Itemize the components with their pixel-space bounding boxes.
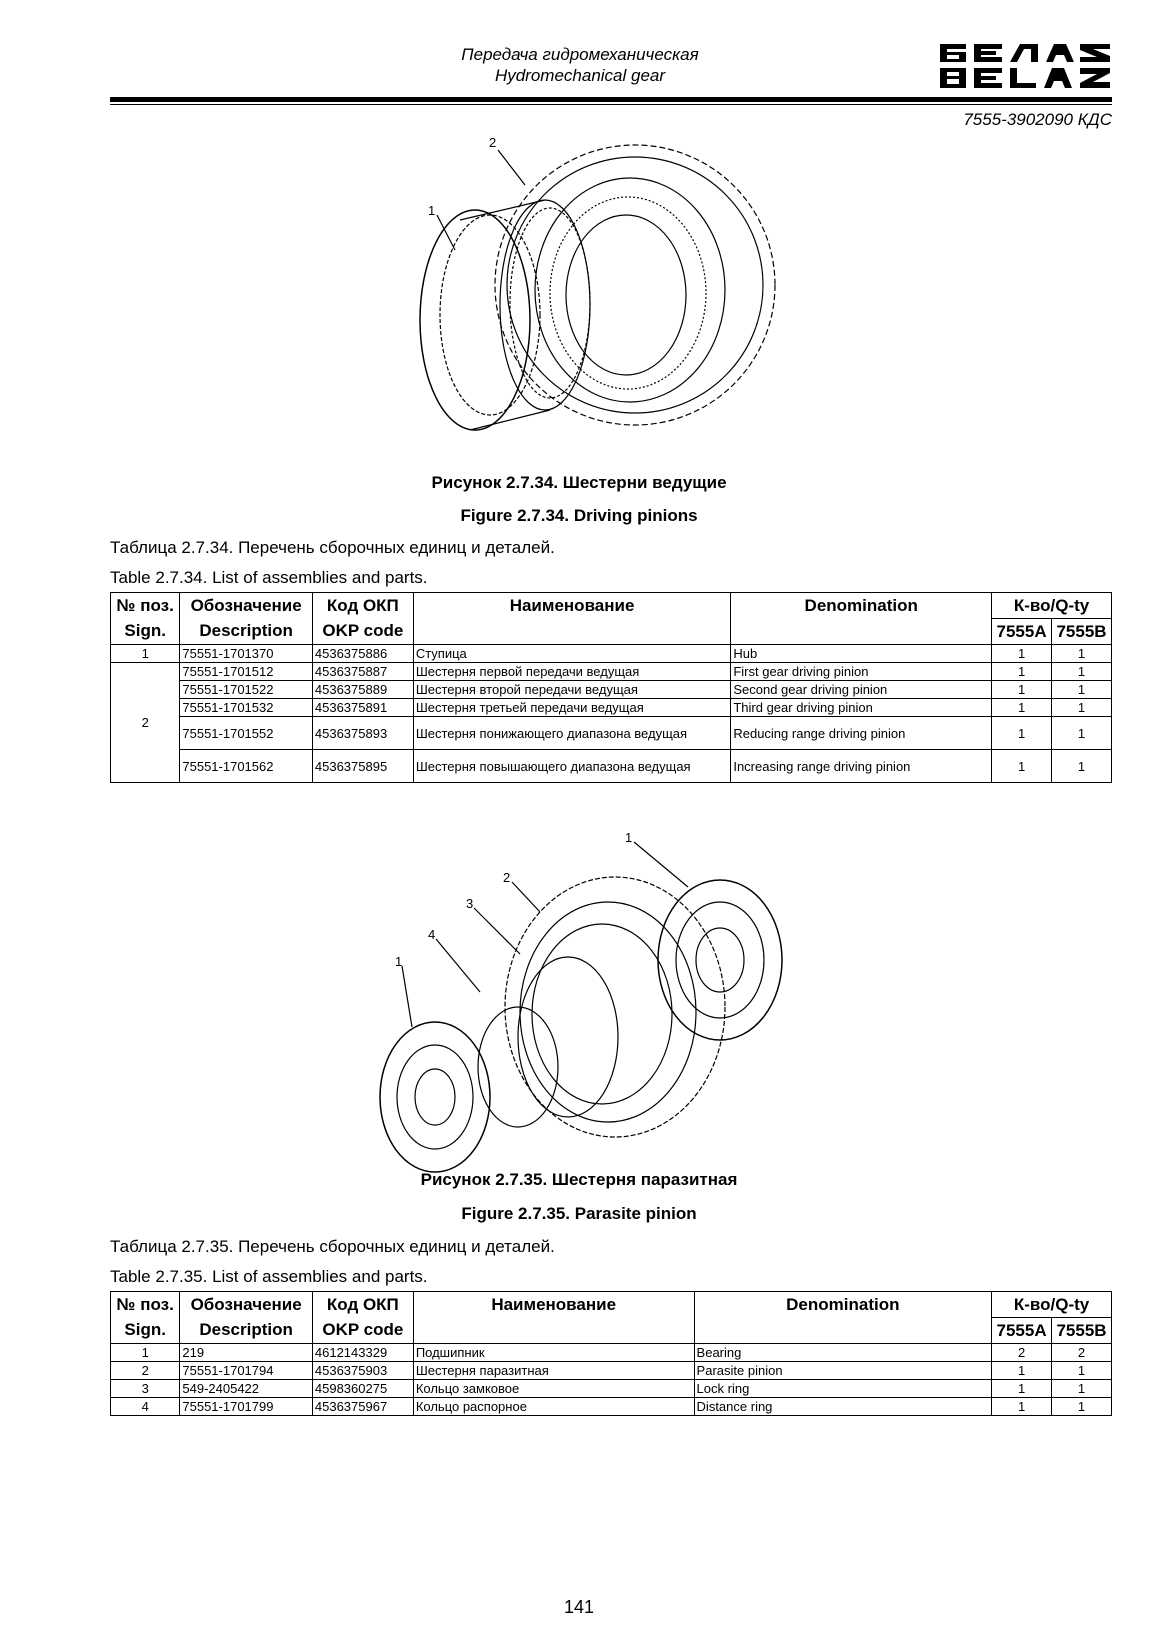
table-row: 75551-1701562 4536375895 Шестерня повышающего диапазона ведущая Increasing range driving pinion 1 1	[111, 750, 1112, 783]
th-pos-ru: № поз.	[111, 593, 180, 619]
th-qty-b: 7555B	[1052, 1318, 1112, 1344]
th-pos-ru: № поз.	[111, 1292, 180, 1318]
figure1-label-2: 2	[489, 135, 497, 150]
figure2-label-4: 4	[428, 927, 436, 942]
table-row: 2 75551-1701512 4536375887 Шестерня первой передачи ведущая First gear driving pinion 1 1	[111, 663, 1112, 681]
header-rule	[110, 97, 1112, 102]
th-qty-a: 7555A	[992, 1318, 1052, 1344]
th-okp-ru: Код ОКП	[312, 593, 413, 619]
figure1-caption-ru: Рисунок 2.7.34. Шестерни ведущие	[431, 473, 727, 492]
table-row: 1 219 4612143329 Подшипник Bearing 2 2	[111, 1344, 1112, 1362]
figure2-label-1-left: 1	[395, 954, 403, 969]
table2-caption-en: Table 2.7.35. List of assemblies and parts.	[110, 1267, 428, 1286]
th-qty-a: 7555A	[992, 619, 1052, 645]
parts-table-1	[110, 592, 1112, 783]
th-okp-en: OKP code	[312, 619, 413, 645]
th-qty: К-во/Q-ty	[992, 1292, 1112, 1318]
header-rule-thin	[110, 104, 1112, 105]
table-row: 2 75551-1701794 4536375903 Шестерня паразитная Parasite pinion 1 1	[111, 1362, 1112, 1380]
th-pos-en: Sign.	[111, 619, 180, 645]
parasite-pinion-figure	[370, 830, 790, 1192]
belaz-logo	[940, 44, 1112, 88]
th-okp-en: OKP code	[312, 1318, 413, 1344]
figure2-label-1-right: 1	[625, 830, 633, 845]
page-number: 141	[563, 1597, 595, 1617]
figure2-caption-ru: Рисунок 2.7.35. Шестерня паразитная	[420, 1170, 738, 1189]
header-title-ru: Передача гидромеханическая	[461, 45, 699, 64]
table-row: 75551-1701552 4536375893 Шестерня понижающего диапазона ведущая Reducing range driving pinion 1 1	[111, 717, 1112, 750]
header-title	[380, 44, 780, 86]
th-name-ru: Наименование	[413, 1292, 694, 1318]
th-pos-en: Sign.	[111, 1318, 180, 1344]
th-name-ru: Наименование	[413, 593, 731, 619]
table-row: 4 75551-1701799 4536375967 Кольцо распорное Distance ring 1 1	[111, 1398, 1112, 1416]
th-desig-en: Description	[180, 619, 312, 645]
figure2-label-2: 2	[503, 870, 511, 885]
figure2-caption-en: Figure 2.7.35. Parasite pinion	[461, 1204, 697, 1223]
table1-caption-ru: Таблица 2.7.34. Перечень сборочных единиц и деталей.	[110, 538, 555, 557]
doc-number: 7555-3902090 КДС	[963, 110, 1112, 129]
table2-caption-ru: Таблица 2.7.35. Перечень сборочных единиц и деталей.	[110, 1237, 555, 1256]
th-qty-b: 7555B	[1052, 619, 1112, 645]
th-qty: К-во/Q-ty	[992, 593, 1112, 619]
th-name-en: Denomination	[694, 1292, 992, 1318]
table1-caption-en: Table 2.7.34. List of assemblies and parts.	[110, 568, 428, 587]
table-row: 75551-1701532 4536375891 Шестерня третьей передачи ведущая Third gear driving pinion 1 1	[111, 699, 1112, 717]
figure1-label-1: 1	[428, 203, 436, 218]
table-row: 3 549-2405422 4598360275 Кольцо замковое Lock ring 1 1	[111, 1380, 1112, 1398]
table-row: 75551-1701522 4536375889 Шестерня второй передачи ведущая Second gear driving pinion 1 1	[111, 681, 1112, 699]
driving-pinions-figure	[400, 135, 800, 465]
figure2-label-3: 3	[466, 896, 474, 911]
th-name-en: Denomination	[731, 593, 992, 619]
th-desig-en: Description	[180, 1318, 312, 1344]
th-okp-ru: Код ОКП	[312, 1292, 413, 1318]
th-desig-ru: Обозначение	[180, 1292, 312, 1318]
header-title-en: Hydromechanical gear	[494, 66, 666, 85]
figure1-caption-en: Figure 2.7.34. Driving pinions	[460, 506, 698, 525]
th-desig-ru: Обозначение	[180, 593, 312, 619]
table-row: 1 75551-1701370 4536375886 Ступица Hub 1 1	[111, 645, 1112, 663]
parts-table-2	[110, 1291, 1112, 1416]
